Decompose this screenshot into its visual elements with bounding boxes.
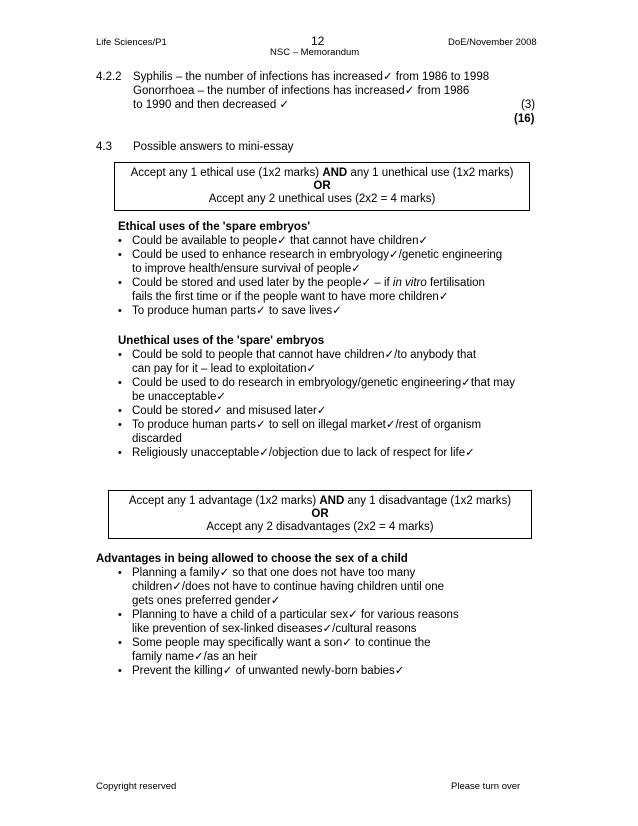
- q422-line-1: Syphilis – the number of infections has increased✓ from 1986 to 1998: [133, 71, 490, 83]
- instruction-box-2: [108, 490, 532, 539]
- q42-total: (16): [514, 113, 535, 125]
- bullet: •: [118, 447, 122, 459]
- q422-line-3: to 1990 and then decreased ✓: [133, 99, 290, 111]
- ethical-line-4: Could be stored and used later by the people✓ – if in vitro fertilisation: [132, 277, 485, 289]
- advantages-line-3: gets ones preferred gender✓: [132, 595, 281, 607]
- bullet: •: [118, 419, 122, 431]
- bullet: •: [118, 235, 122, 247]
- bullet: •: [118, 277, 122, 289]
- unethical-line-6: To produce human parts✓ to sell on illegal market✓/rest of organism: [132, 419, 482, 431]
- bullet: •: [118, 349, 122, 361]
- unethical-line-4: be unacceptable✓: [132, 391, 227, 403]
- box1-or: OR: [313, 180, 331, 192]
- ethical-line-1: Could be available to people✓ that cannot have children✓: [132, 235, 429, 247]
- bullet: •: [118, 377, 122, 389]
- box1-line-3: Accept any 2 unethical uses (2x2 = 4 marks): [208, 193, 436, 205]
- ethical-line-6: To produce human parts✓ to save lives✓: [132, 305, 342, 317]
- footer-right: Please turn over: [451, 781, 521, 792]
- box2-line-3: Accept any 2 disadvantages (2x2 = 4 marks): [206, 521, 434, 533]
- unethical-line-1: Could be sold to people that cannot have children✓/to anybody that: [132, 349, 477, 361]
- unethical-line-3: Could be used to do research in embryology/genetic engineering✓that may: [132, 377, 515, 389]
- unethical-line-2: can pay for it – lead to exploitation✓: [132, 363, 317, 375]
- advantages-line-8: Prevent the killing✓ of unwanted newly-born babies✓: [132, 665, 405, 677]
- question-number-4-2-2: 4.2.2: [96, 71, 122, 83]
- bullet: •: [118, 665, 122, 677]
- q422-marks: (3): [521, 99, 536, 111]
- box1-line-1: Accept any 1 ethical use (1x2 marks) AND any 1 unethical use (1x2 marks): [130, 167, 514, 179]
- header-subtitle: NSC – Memorandum: [270, 47, 360, 58]
- advantages-line-2: children✓/does not have to continue having children until one: [132, 581, 445, 593]
- instruction-box-1: [114, 162, 530, 211]
- page-number: 12: [311, 34, 325, 48]
- unethical-line-8: Religiously unacceptable✓/objection due to lack of respect for life✓: [132, 447, 475, 459]
- ethical-line-3: to improve health/ensure survival of people✓: [132, 263, 361, 275]
- advantages-line-7: family name✓/as an heir: [132, 651, 258, 663]
- unethical-line-5: Could be stored✓ and misused later✓: [132, 405, 327, 417]
- bullet: •: [118, 249, 122, 261]
- advantages-line-5: like prevention of sex-linked diseases✓/cultural reasons: [132, 623, 417, 635]
- bullet: •: [118, 637, 122, 649]
- bullet: •: [118, 305, 122, 317]
- ethical-heading: Ethical uses of the 'spare embryos': [118, 221, 311, 233]
- q422-line-2: Gonorrhoea – the number of infections has increased✓ from 1986: [133, 85, 470, 97]
- ethical-line-5: fails the first time or if the people want to have more children✓: [132, 291, 449, 303]
- advantages-heading: Advantages in being allowed to choose the sex of a child: [96, 553, 408, 565]
- ethical-line-2: Could be used to enhance research in embryology✓/genetic engineering: [132, 249, 503, 261]
- q43-title: Possible answers to mini-essay: [133, 141, 294, 153]
- unethical-heading: Unethical uses of the 'spare' embryos: [118, 335, 325, 347]
- advantages-line-1: Planning a family✓ so that one does not have too many: [132, 567, 416, 579]
- advantages-line-4: Planning to have a child of a particular sex✓ for various reasons: [132, 609, 459, 621]
- unethical-line-7: discarded: [132, 433, 182, 445]
- question-number-4-3: 4.3: [96, 141, 112, 153]
- bullet: •: [118, 567, 122, 579]
- bullet: •: [118, 609, 122, 621]
- bullet: •: [118, 405, 122, 417]
- header-right: DoE/November 2008: [448, 37, 537, 48]
- box2-line-1: Accept any 1 advantage (1x2 marks) AND any 1 disadvantage (1x2 marks): [128, 495, 512, 507]
- footer-left: Copyright reserved: [96, 781, 177, 792]
- advantages-line-6: Some people may specifically want a son✓ to continue the: [132, 637, 431, 649]
- box2-or: OR: [311, 508, 329, 520]
- header-left: Life Sciences/P1: [96, 37, 167, 48]
